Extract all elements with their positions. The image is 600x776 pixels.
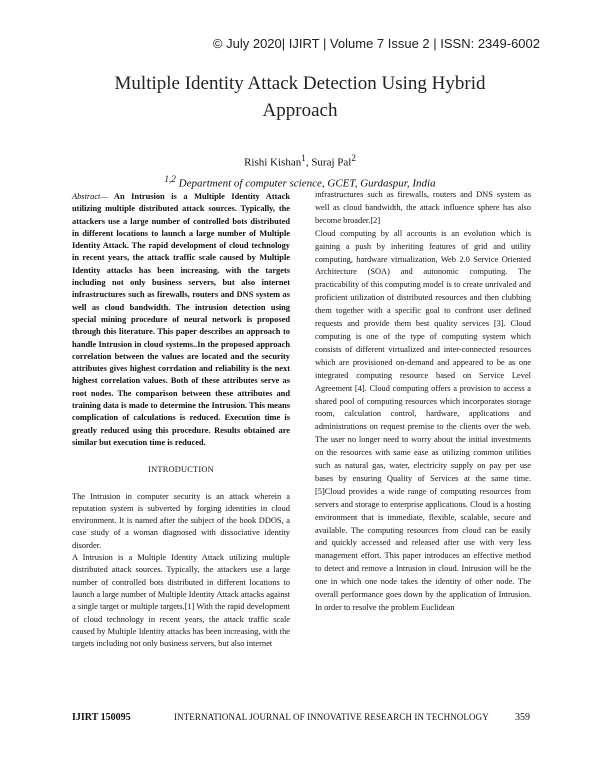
author-2-sup: 2 <box>351 153 356 163</box>
author-block <box>60 150 540 191</box>
left-column <box>72 191 290 650</box>
page-footer <box>72 712 530 726</box>
abstract <box>72 191 290 449</box>
right-column <box>315 189 531 615</box>
intro-paragraph-1: The Intrusion in computer security is an attack wherein a reputation system is subverted by forging identities in cloud environment. It is named after the subject of the book DDOS, a case study of a woman diagnosed with dissociative identity disorder. <box>72 491 290 550</box>
section-heading-introduction: INTRODUCTION <box>148 465 214 475</box>
affiliation-sup: 1,2 <box>164 173 176 184</box>
paper-title <box>60 70 540 124</box>
author-names <box>60 150 540 171</box>
intro-paragraph-2: A Intrusion is a Multiple Identity Attack utilizing multiple distributed attack sources. Typically, the attackers use a large number of controlled bots distributed in different locations to launch a large number of Multiple Identity Attack attacks against a single target or multiple targets.[1] With the rapid development of cloud technology in recent years, the attack traffic scale caused by Multiple Identity attacks has been increasing, with the targets including not only business servers, but also internet <box>72 553 290 649</box>
right-paragraph-1: infrastructures such as firewalls, routers and DNS system as well as cloud bandwidth, the attack influence sphere has also become broader.[2] <box>315 190 531 225</box>
right-paragraph-2: Cloud computing by all accounts is an evolution which is gaining a push by inheriting features of grid and utility computing, hardware virtualization, Web 2.0 Service Oriented Architecture (SOA) and autonomic computing. The practicability of this computing model is to create unrivaled and proficient utilization of distributed resources and then clubbing them together with a specific goal to confront user defined requests and provide them best quality services [3]. Cloud computing is one of the type of computing system which consists of different virtualized and inter-connected resources which are provisioned on-demand and appeared to be as one integrated computing resource based on Service Level Agreement [4]. Cloud computing offers a provision to access a shared pool of computing resources which incorporates storage room, calculation control, hardware, applications and administrations on request premise to the clients over the web. The user no longer need to worry about the initial investments on the resources with same ease as utilizing common utilities such as natural gas, water, electricity supply on pay per use bases by ensuring Quality of Services at the same time. [5]Cloud provides a wide range of computing resources from servers and storage to enterprise applications. Cloud is a hosting environment that is immediate, flexible, scalable, secure and available. The computing resources from cloud can be easily and quickly accessed and released after use with very less management effort. This paper introduces an effective method to detect and remove a Intrusion in cloud. Intrusion will be the one in which one node takes the identity of other node. The overall performance goes down by the application of Intrusion. In order to resolve the problem Euclidean <box>315 228 531 612</box>
abstract-lead: Abstract— <box>72 192 108 201</box>
author-1: Rishi Kishan <box>244 156 302 169</box>
author-1-sup: 1 <box>301 153 306 163</box>
author-2: Suraj Pal <box>311 156 352 169</box>
title-line-2: Approach <box>262 100 338 121</box>
footer-paper-id: IJIRT 150095 <box>72 712 131 723</box>
author-separator: , <box>305 156 312 169</box>
footer-journal-name: INTERNATIONAL JOURNAL OF INNOVATIVE RESEARCH IN TECHNOLOGY <box>174 712 489 722</box>
title-line-1: Multiple Identity Attack Detection Using Hybrid <box>114 73 486 94</box>
page-number: 359 <box>515 712 530 723</box>
abstract-text: An Intrusion is a Multiple Identity Attack utilizing multiple distributed attack sources. Typically, the attackers use a large number of controlled bots distributed in different locations to launch a large number of Multiple Identity Attack. The rapid development of cloud technology in recent years, the attack traffic scale caused by Multiple Identity attacks has been increasing, with the targets including not only business servers, but also internet infrastructures such as firewalls, routers and DNS system as well as cloud bandwidth. The intrusion detection using special mining procedure of neural network is proposed through this literature. This paper describes an approach to handle Intrusion in cloud systems..In the proposed approach correlation between the values are located and the security attributes gives highest corrdation and reliability is the next highest correlation values. Both of these attributes serve as root nodes. The comparison between these attributes and training data is made to determine the Intrusion. This means complication of calculations is reduced. Execution time is greatly reduced using this procedure. Results obtained are similar but execution time is reduced. <box>72 192 290 447</box>
affiliation-text: Department of computer science, GCET, Gurdaspur, India <box>178 177 436 190</box>
journal-header: © July 2020| IJIRT | Volume 7 Issue 2 | ISSN: 2349-6002 <box>212 36 540 51</box>
